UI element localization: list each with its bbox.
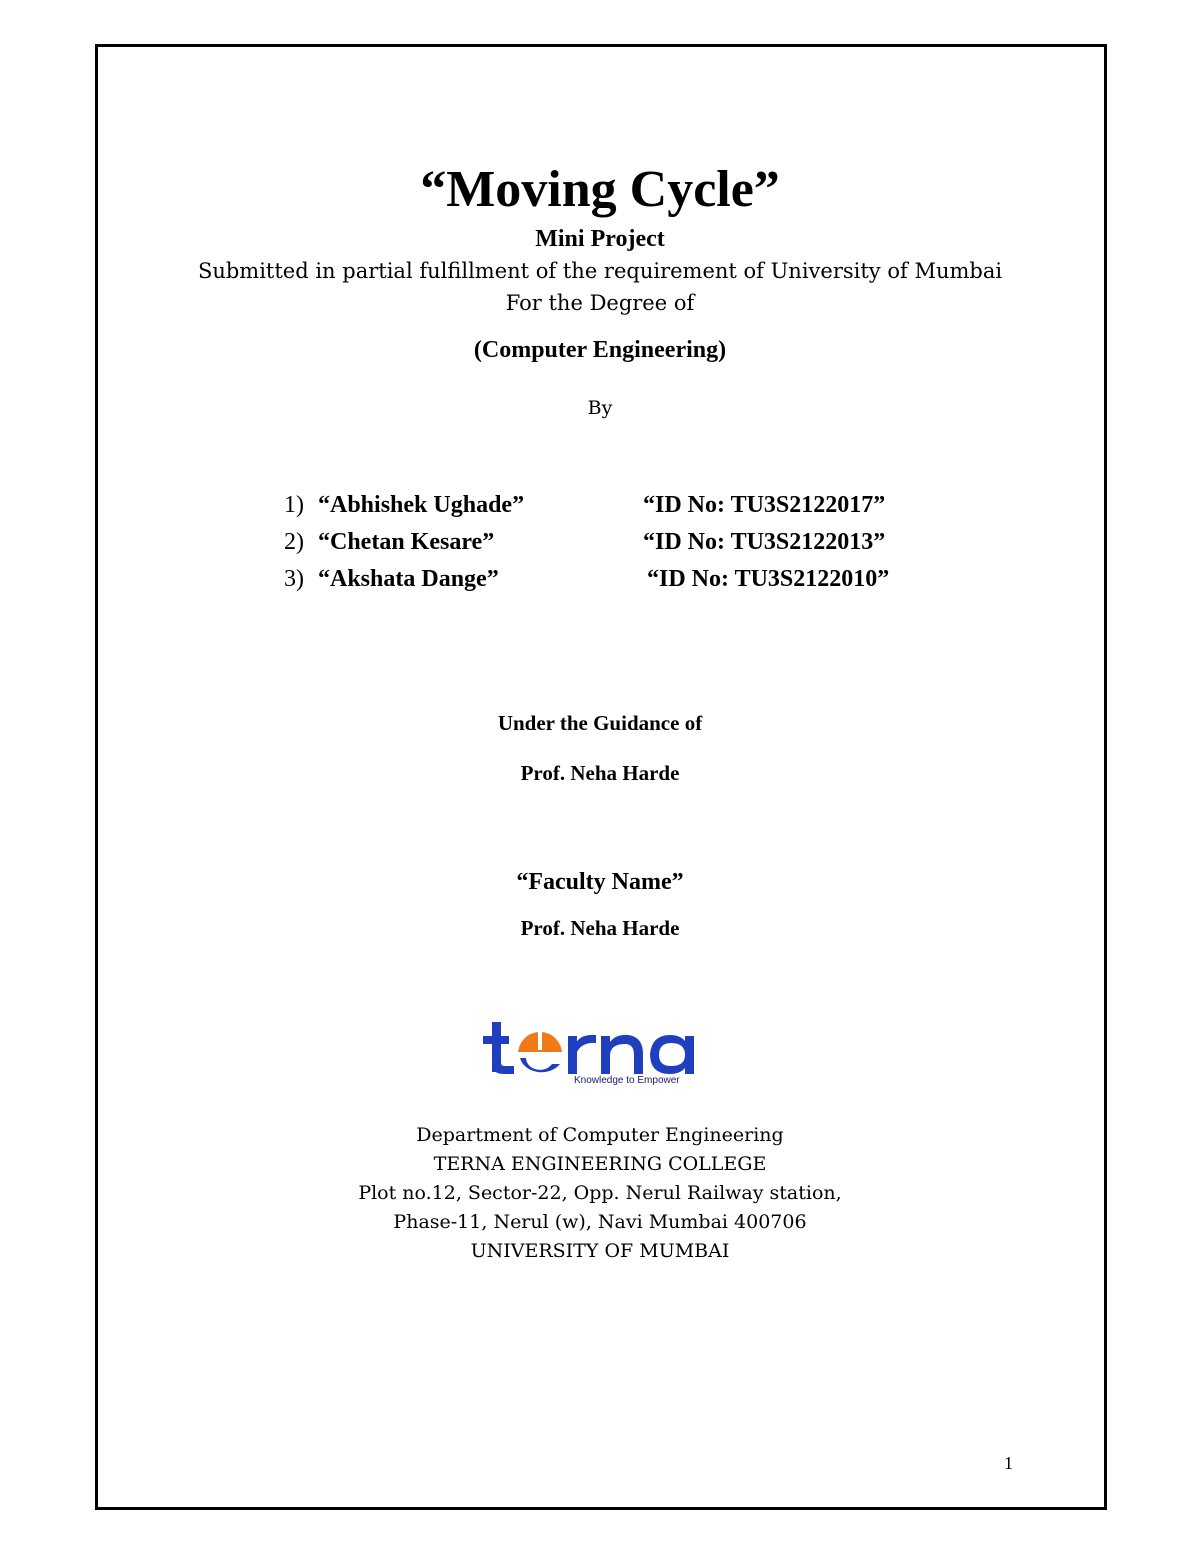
guidance-label: Under the Guidance of xyxy=(497,711,703,735)
address-street: Plot no.12, Sector-22, Opp. Nerul Railway station, xyxy=(358,1182,842,1204)
document-title: “Moving Cycle” xyxy=(420,161,780,218)
student-entry xyxy=(284,564,499,594)
student-id: “ID No: TU3S2122013” xyxy=(643,529,886,555)
student-number: 1) xyxy=(284,492,304,518)
student-name: “Abhishek Ughade” xyxy=(318,492,525,518)
logo-letter-a xyxy=(650,1035,694,1074)
address-department: Department of Computer Engineering xyxy=(416,1124,784,1146)
logo-letter-n xyxy=(601,1035,643,1074)
student-number: 2) xyxy=(284,529,304,555)
page-number: 1 xyxy=(1004,1453,1013,1473)
logo-letter-r xyxy=(568,1035,596,1074)
logo-letter-e xyxy=(518,1032,562,1072)
logo-letter-t xyxy=(483,1022,514,1074)
submission-statement: Submitted in partial fulfillment of the requirement of University of Mumbai xyxy=(197,259,1003,283)
guide-name: Prof. Neha Harde xyxy=(520,761,680,785)
student-entry xyxy=(284,527,494,557)
student-name: “Chetan Kesare” xyxy=(318,529,495,555)
student-number: 3) xyxy=(284,566,304,592)
faculty-label: “Faculty Name” xyxy=(516,869,684,895)
degree-name: (Computer Engineering) xyxy=(473,337,727,363)
faculty-name: Prof. Neha Harde xyxy=(520,916,680,940)
degree-intro: For the Degree of xyxy=(505,291,695,315)
student-id: “ID No: TU3S2122017” xyxy=(643,492,886,518)
address-college: TERNA ENGINEERING COLLEGE xyxy=(433,1153,767,1175)
by-label: By xyxy=(587,397,613,419)
student-id: “ID No: TU3S2122010” xyxy=(647,566,890,592)
student-entry xyxy=(284,490,524,520)
document-subtitle: Mini Project xyxy=(535,226,665,252)
address-city: Phase-11, Nerul (w), Navi Mumbai 400706 xyxy=(393,1211,807,1233)
student-name: “Akshata Dange” xyxy=(318,566,499,592)
logo-tagline: Knowledge to Empower xyxy=(574,1075,680,1086)
address-university: UNIVERSITY OF MUMBAI xyxy=(470,1240,730,1262)
